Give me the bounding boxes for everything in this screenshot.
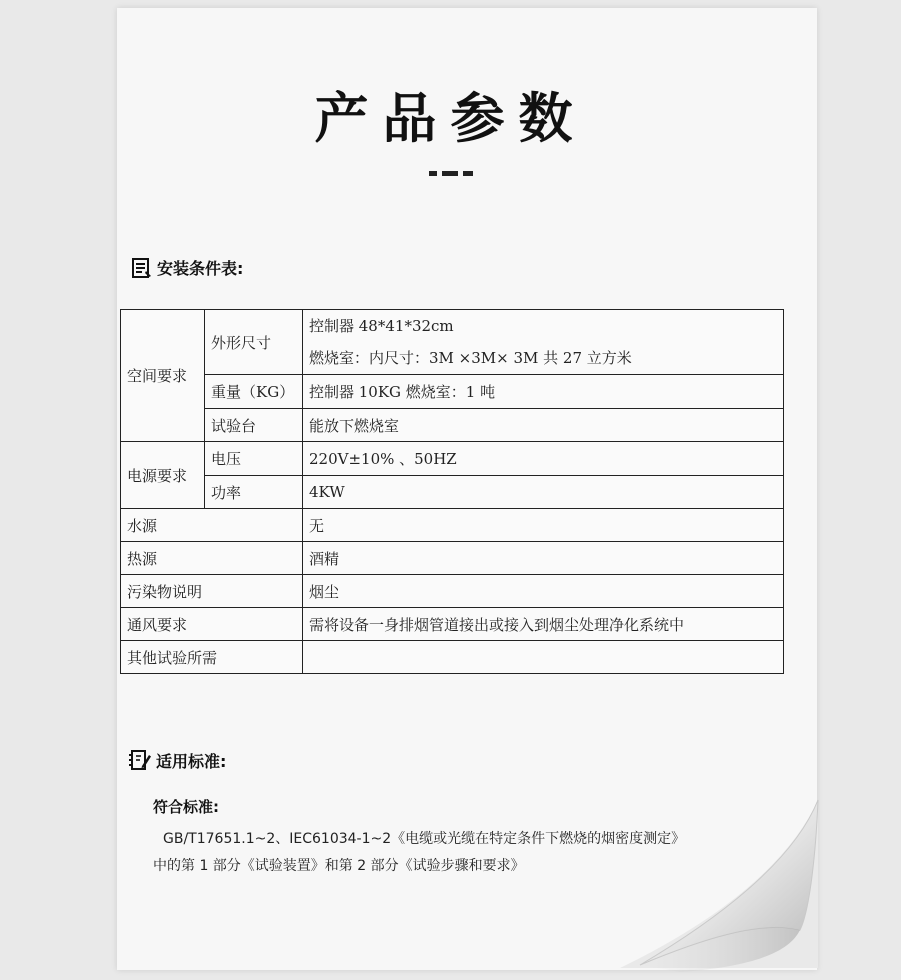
- water-source-label: 水源: [121, 509, 303, 542]
- standards-heading: [128, 748, 226, 772]
- voltage-value: 220V±10% 、50HZ: [303, 442, 784, 476]
- size-value-chamber: 燃烧室：内尺寸：3M ×3M× 3M 共 27 立方米: [309, 349, 632, 367]
- notebook-pen-icon: [128, 748, 152, 772]
- title-divider: [429, 171, 475, 177]
- install-conditions-table: [120, 309, 784, 674]
- heat-source-label: 热源: [121, 542, 303, 575]
- power-requirement-label: 电源要求: [121, 442, 205, 509]
- page-curl-decoration: [560, 790, 820, 975]
- voltage-label: 电压: [205, 442, 303, 476]
- heat-source-value: 酒精: [303, 542, 784, 575]
- clipboard-list-icon: [131, 257, 153, 279]
- ventilation-label: 通风要求: [121, 608, 303, 641]
- ventilation-value: 需将设备一身排烟管道接出或接入到烟尘处理净化系统中: [303, 608, 784, 641]
- space-requirement-label: 空间要求: [121, 310, 205, 442]
- standards-line-2: 中的第 1 部分《试验装置》和第 2 部分《试验步骤和要求》: [153, 858, 525, 874]
- size-label: 外形尺寸: [205, 310, 303, 375]
- wattage-label: 功率: [205, 476, 303, 509]
- weight-value: 控制器 10KG 燃烧室：1 吨: [303, 375, 784, 409]
- water-source-value: 无: [303, 509, 784, 542]
- test-bench-label: 试验台: [205, 409, 303, 442]
- standards-line-1: GB/T17651.1~2、IEC61034-1~2《电缆或光缆在特定条件下燃烧的烟密度测定》: [163, 831, 686, 847]
- wattage-value: 4KW: [303, 476, 784, 509]
- standards-compliance-label: 符合标准:: [153, 798, 219, 816]
- pollutant-value: 烟尘: [303, 575, 784, 608]
- size-value: [303, 310, 784, 375]
- install-conditions-heading-text: 安装条件表:: [157, 259, 244, 278]
- weight-label: 重量（KG）: [205, 375, 303, 409]
- page-title: 产品参数: [314, 87, 587, 150]
- size-value-controller: 控制器 48*41*32cm: [309, 317, 454, 335]
- standards-heading-text: 适用标准:: [156, 751, 227, 771]
- install-conditions-heading: [131, 256, 243, 279]
- other-requirements-value: [303, 641, 784, 674]
- test-bench-value: 能放下燃烧室: [303, 409, 784, 442]
- other-requirements-label: 其他试验所需: [121, 641, 303, 674]
- pollutant-label: 污染物说明: [121, 575, 303, 608]
